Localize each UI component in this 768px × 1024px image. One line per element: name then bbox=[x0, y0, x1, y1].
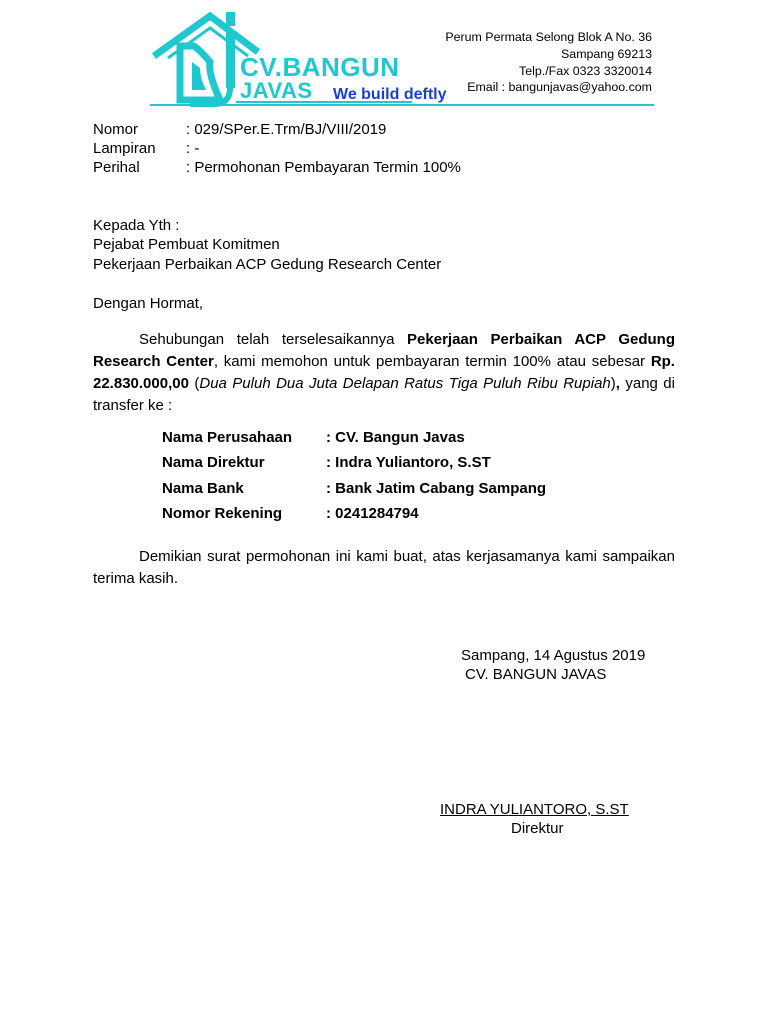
greeting: Dengan Hormat, bbox=[93, 295, 204, 312]
phone-fax: Telp./Fax 0323 3320014 bbox=[519, 64, 652, 78]
meta-value-nomor: : 029/SPer.E.Trm/BJ/VIII/2019 bbox=[186, 121, 387, 138]
address-city: Sampang 69213 bbox=[561, 47, 652, 61]
email-address: Email : bangunjavas@yahoo.com bbox=[467, 80, 652, 94]
place-date: Sampang, 14 Agustus 2019 bbox=[461, 647, 646, 664]
meta-label-perihal: Perihal bbox=[93, 159, 140, 176]
signature-company: CV. BANGUN JAVAS bbox=[465, 666, 607, 683]
bank-value-director: : Indra Yuliantoro, S.ST bbox=[326, 454, 491, 471]
closing-paragraph: Demikian surat permohonan ini kami buat, atas kerjasamanya kami sampaikan terima kasih. bbox=[93, 548, 675, 587]
signatory-title: Direktur bbox=[511, 820, 564, 837]
meta-value-perihal: : Permohonan Pembayaran Termin 100% bbox=[186, 159, 461, 176]
bank-value-account: : 0241284794 bbox=[326, 505, 419, 522]
company-name: CV.BANGUN bbox=[240, 52, 400, 82]
bank-label-company: Nama Perusahaan bbox=[162, 429, 293, 446]
recipient-line: Kepada Yth : bbox=[93, 217, 180, 234]
letterhead-rule bbox=[150, 104, 654, 106]
meta-label-nomor: Nomor bbox=[93, 121, 139, 138]
meta-label-lampiran: Lampiran bbox=[93, 140, 156, 157]
bank-value-company: : CV. Bangun Javas bbox=[326, 429, 465, 446]
bank-value-bank: : Bank Jatim Cabang Sampang bbox=[326, 480, 547, 497]
body-paragraph: Sehubungan telah terselesaikannya Pekerjaan Perbaikan ACP Gedung Research Center, kami memohon untuk pembayaran termin 100% atau sebesar Rp. 22.830.000,00 (Dua Puluh Dua Juta Delapan Ratus Tiga Puluh Ribu Rupiah), yang di transfer ke : bbox=[93, 331, 675, 414]
meta-value-lampiran: : - bbox=[186, 140, 200, 157]
company-name-line2: JAVAS bbox=[240, 78, 313, 103]
signatory-name: INDRA YULIANTORO, S.ST bbox=[440, 801, 629, 818]
recipient-line: Pejabat Pembuat Komitmen bbox=[93, 236, 280, 253]
recipient-line: Pekerjaan Perbaikan ACP Gedung Research Center bbox=[93, 256, 442, 273]
company-tagline: We build deftly bbox=[333, 86, 447, 103]
address-line: Perum Permata Selong Blok A No. 36 bbox=[445, 30, 652, 44]
bank-label-account: Nomor Rekening bbox=[162, 505, 283, 522]
bank-label-bank: Nama Bank bbox=[162, 480, 244, 497]
bank-label-director: Nama Direktur bbox=[162, 454, 265, 471]
